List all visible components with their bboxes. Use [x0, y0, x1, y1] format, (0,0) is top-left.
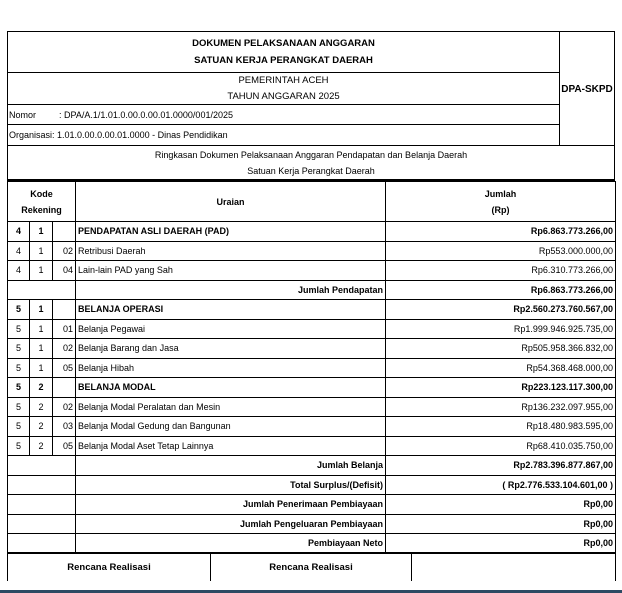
header-jumlah-label: Jumlah — [484, 188, 517, 199]
table-row — [8, 417, 616, 437]
header-rekening: Rekening — [21, 204, 62, 215]
title-line-2: SATUAN KERJA PERANGKAT DAERAH — [194, 55, 373, 66]
organisasi-value: : 1.01.0.00.0.00.01.0000 - Dinas Pendidikan — [52, 130, 228, 140]
summary-code-cell — [8, 456, 76, 476]
summary-amount: Rp0,00 — [386, 514, 616, 534]
document-code: DPA-SKPD — [561, 83, 613, 95]
summary-row — [8, 495, 616, 515]
code-level-1: 5 — [8, 378, 30, 398]
code-level-1: 5 — [8, 397, 30, 417]
code-level-1: 5 — [8, 300, 30, 320]
fiscal-year: TAHUN ANGGARAN 2025 — [227, 90, 340, 102]
code-level-3: 02 — [53, 339, 76, 359]
uraian-cell: Belanja Modal Aset Tetap Lainnya — [76, 436, 386, 456]
title-line-1: DOKUMEN PELAKSANAAN ANGGARAN — [192, 38, 375, 49]
code-level-3: 04 — [53, 261, 76, 281]
header-kode: Kode — [30, 188, 53, 199]
code-level-2: 1 — [30, 222, 53, 242]
code-level-1: 5 — [8, 358, 30, 378]
summary-code-cell — [8, 514, 76, 534]
dpa-document — [7, 31, 615, 581]
summary-label: Total Surplus/(Defisit) — [76, 475, 386, 495]
summary-row — [8, 280, 616, 300]
code-level-3: 03 — [53, 417, 76, 437]
document-title — [8, 32, 559, 73]
table-row — [8, 339, 616, 359]
summary-label: Pembiayaan Neto — [76, 534, 386, 554]
header-kode-rekening — [8, 182, 76, 222]
code-level-2: 2 — [30, 378, 53, 398]
group-row — [8, 222, 616, 242]
summary-label: Jumlah Penerimaan Pembiayaan — [76, 495, 386, 515]
code-level-3: 05 — [53, 358, 76, 378]
summary-row — [8, 456, 616, 476]
nomor-label: Nomor — [9, 109, 37, 120]
summary-code-cell — [8, 495, 76, 515]
code-level-3: 02 — [53, 241, 76, 261]
code-level-1: 4 — [8, 241, 30, 261]
summary-amount: ( Rp2.776.533.104.601,00 ) — [386, 475, 616, 495]
table-header-row — [8, 182, 616, 222]
amount-cell: Rp68.410.035.750,00 — [386, 436, 616, 456]
code-level-1: 4 — [8, 222, 30, 242]
code-level-1: 5 — [8, 436, 30, 456]
summary-amount: Rp2.783.396.877.867,00 — [386, 456, 616, 476]
footer-table — [7, 554, 616, 581]
uraian-cell: BELANJA OPERASI — [76, 300, 386, 320]
summary-row — [8, 534, 616, 554]
code-level-1: 5 — [8, 319, 30, 339]
amount-cell: Rp505.958.366.832,00 — [386, 339, 616, 359]
code-level-2: 2 — [30, 417, 53, 437]
uraian-cell: Retribusi Daerah — [76, 241, 386, 261]
summary-label: Jumlah Belanja — [76, 456, 386, 476]
summary-code-cell — [8, 280, 76, 300]
footer-rencana-realisasi-1: Rencana Realisasi — [8, 554, 211, 581]
summary-code-cell — [8, 475, 76, 495]
uraian-cell: Belanja Hibah — [76, 358, 386, 378]
table-row — [8, 397, 616, 417]
nomor-value: : DPA/A.1/1.01.0.00.0.00.01.0000/001/2025 — [59, 109, 233, 120]
amount-cell: Rp54.368.468.000,00 — [386, 358, 616, 378]
summary-title-line-1: Ringkasan Dokumen Pelaksanaan Anggaran Pendapatan dan Belanja Daerah — [154, 149, 468, 160]
code-level-2: 1 — [30, 261, 53, 281]
amount-cell: Rp136.232.097.955,00 — [386, 397, 616, 417]
summary-amount: Rp6.863.773.266,00 — [386, 280, 616, 300]
code-level-2: 1 — [30, 241, 53, 261]
uraian-cell: Belanja Pegawai — [76, 319, 386, 339]
document-header — [7, 31, 615, 145]
summary-label: Jumlah Pengeluaran Pembiayaan — [76, 514, 386, 534]
code-level-1: 5 — [8, 417, 30, 437]
amount-cell: Rp6.310.773.266,00 — [386, 261, 616, 281]
header-jumlah — [386, 182, 616, 222]
code-level-2: 1 — [30, 339, 53, 359]
uraian-cell: BELANJA MODAL — [76, 378, 386, 398]
government-block — [8, 73, 559, 105]
group-row — [8, 300, 616, 320]
uraian-cell: Belanja Modal Gedung dan Bangunan — [76, 417, 386, 437]
amount-cell: Rp2.560.273.760.567,00 — [386, 300, 616, 320]
code-level-1: 4 — [8, 261, 30, 281]
table-row — [8, 436, 616, 456]
amount-cell: Rp553.000.000,00 — [386, 241, 616, 261]
table-row — [8, 358, 616, 378]
code-level-3: 02 — [53, 397, 76, 417]
header-left — [8, 32, 560, 146]
budget-table — [7, 181, 616, 554]
code-level-2: 1 — [30, 319, 53, 339]
code-level-3: 05 — [53, 436, 76, 456]
summary-amount: Rp0,00 — [386, 495, 616, 515]
footer-empty-cell — [412, 554, 616, 581]
uraian-cell: PENDAPATAN ASLI DAERAH (PAD) — [76, 222, 386, 242]
amount-cell: Rp6.863.773.266,00 — [386, 222, 616, 242]
header-uraian: Uraian — [76, 182, 386, 222]
summary-row — [8, 475, 616, 495]
code-level-3 — [53, 222, 76, 242]
footer-row — [8, 554, 616, 581]
summary-title — [7, 145, 615, 181]
nomor-row — [8, 105, 559, 125]
table-row — [8, 261, 616, 281]
code-level-2: 1 — [30, 300, 53, 320]
amount-cell: Rp18.480.983.595,00 — [386, 417, 616, 437]
code-level-1: 5 — [8, 339, 30, 359]
organisasi-row — [8, 125, 559, 145]
amount-cell: Rp1.999.946.925.735,00 — [386, 319, 616, 339]
uraian-cell: Lain-lain PAD yang Sah — [76, 261, 386, 281]
summary-title-line-2: Satuan Kerja Perangkat Daerah — [247, 165, 375, 176]
summary-row — [8, 514, 616, 534]
uraian-cell: Belanja Modal Peralatan dan Mesin — [76, 397, 386, 417]
footer-rencana-realisasi-2: Rencana Realisasi — [211, 554, 412, 581]
code-level-3 — [53, 300, 76, 320]
group-row — [8, 378, 616, 398]
amount-cell: Rp223.123.117.300,00 — [386, 378, 616, 398]
code-level-3 — [53, 378, 76, 398]
code-level-2: 2 — [30, 397, 53, 417]
summary-code-cell — [8, 534, 76, 554]
summary-amount: Rp0,00 — [386, 534, 616, 554]
code-level-3: 01 — [53, 319, 76, 339]
government-name: PEMERINTAH ACEH — [238, 74, 329, 86]
code-level-2: 2 — [30, 436, 53, 456]
uraian-cell: Belanja Barang dan Jasa — [76, 339, 386, 359]
header-jumlah-unit: (Rp) — [491, 204, 510, 215]
table-row — [8, 319, 616, 339]
table-row — [8, 241, 616, 261]
organisasi-label: Organisasi — [9, 130, 53, 140]
summary-label: Jumlah Pendapatan — [76, 280, 386, 300]
code-level-2: 1 — [30, 358, 53, 378]
